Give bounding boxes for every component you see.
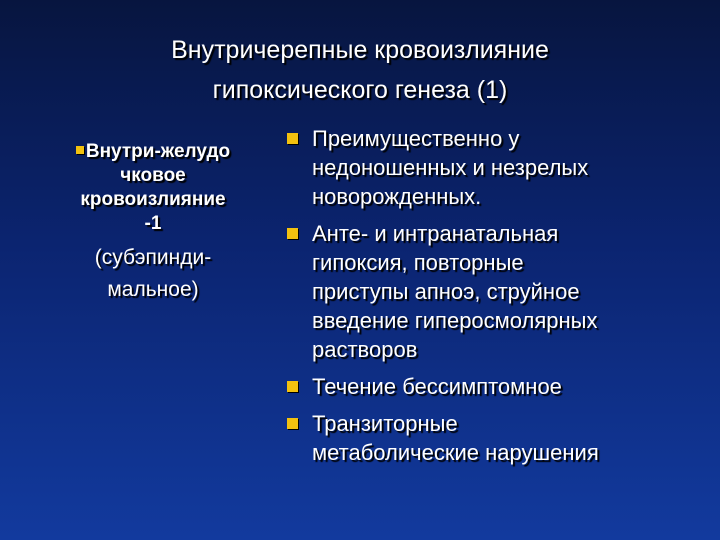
left-subtitle bbox=[44, 242, 262, 306]
bullet-line: гипоксия, повторные bbox=[312, 250, 524, 275]
title-line-2: гипоксического генеза (1) bbox=[212, 76, 508, 104]
left-heading-line: чковое bbox=[120, 165, 186, 186]
bullet-line: введение гиперосмолярных bbox=[312, 308, 598, 333]
left-subtitle-line: (субэпинди- bbox=[94, 246, 212, 269]
bullet-item bbox=[287, 372, 697, 401]
bullet-line: растворов bbox=[312, 337, 418, 362]
square-bullet-icon bbox=[287, 381, 298, 392]
left-heading-line: -1 bbox=[144, 213, 162, 234]
bullet-item bbox=[287, 219, 697, 364]
left-heading-text: Внутри-желудо bbox=[85, 141, 231, 162]
slide-title bbox=[40, 30, 680, 110]
left-heading-line bbox=[44, 140, 262, 164]
bullet-line: приступы апноэ, струйное bbox=[312, 279, 580, 304]
square-bullet-icon bbox=[287, 418, 298, 429]
square-bullet-icon bbox=[76, 146, 84, 154]
bullet-line: Анте- и интранатальная bbox=[312, 221, 559, 246]
bullet-item bbox=[287, 409, 697, 467]
bullet-line: Течение бессимптомное bbox=[312, 374, 562, 399]
title-line-1: Внутричерепные кровоизлияние bbox=[171, 36, 549, 64]
left-column bbox=[44, 140, 262, 306]
left-heading bbox=[44, 140, 262, 236]
left-subtitle-line: мальное) bbox=[107, 278, 199, 301]
square-bullet-icon bbox=[287, 133, 298, 144]
bullet-line: Транзиторные bbox=[312, 411, 458, 436]
bullet-line: метаболические нарушения bbox=[312, 440, 599, 465]
bullet-line: новорожденных. bbox=[312, 184, 482, 209]
bullet-line: Преимущественно у bbox=[312, 126, 520, 151]
bullet-item bbox=[287, 124, 697, 211]
square-bullet-icon bbox=[287, 228, 298, 239]
left-heading-line: кровоизлияние bbox=[80, 189, 226, 210]
bullet-line: недоношенных и незрелых bbox=[312, 155, 589, 180]
right-bullet-list bbox=[287, 124, 697, 475]
